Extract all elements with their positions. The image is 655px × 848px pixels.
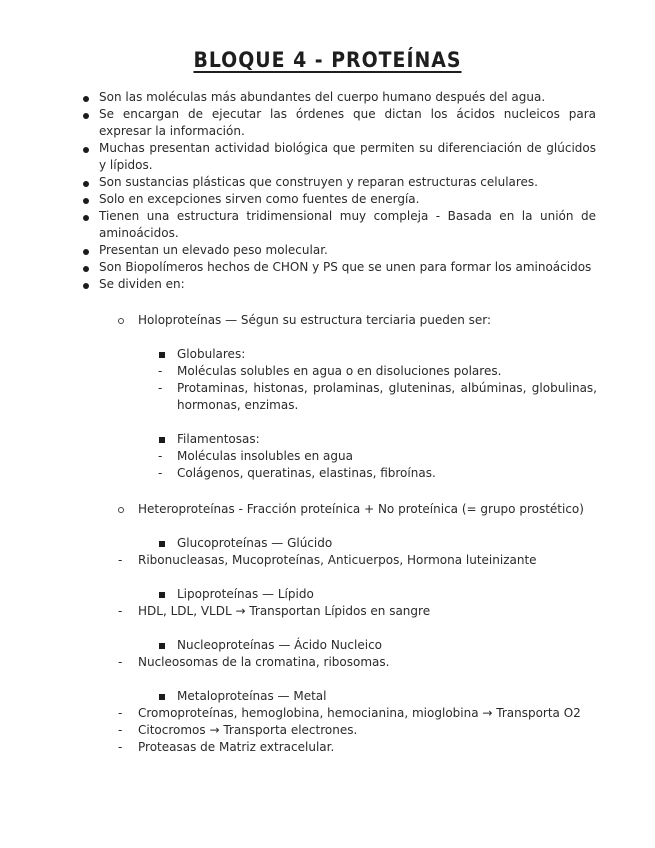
dash-marker: - <box>158 381 163 395</box>
dash-marker: - <box>118 706 123 720</box>
bullet-circle-icon <box>118 318 124 324</box>
list-item: Proteasas de Matriz extracelular. <box>138 740 335 754</box>
list-item: HDL, LDL, VLDL → Transportan Lípidos en sangre <box>138 604 431 618</box>
list-item: Solo en excepciones sirven como fuentes de energía. <box>99 192 420 206</box>
list-item: Se encargan de ejecutar las órdenes que dictan los ácidos nucleicos para expresar la información. <box>99 107 596 138</box>
list-item: Citocromos → Transporta electrones. <box>138 723 358 737</box>
bullet-square-icon <box>159 694 165 700</box>
list-item: Son sustancias plásticas que construyen y reparan estructuras celulares. <box>99 175 538 189</box>
list-item: Presentan un elevado peso molecular. <box>99 243 328 257</box>
bullet-disc-icon <box>83 283 89 289</box>
bullet-circle-icon <box>118 507 124 513</box>
list-item: Son Biopolímeros hechos de CHON y PS que se unen para formar los aminoácidos <box>99 260 592 274</box>
bullet-disc-icon <box>83 266 89 272</box>
dash-marker: - <box>158 449 163 463</box>
page-title: BLOQUE 4 - PROTEÍNAS <box>193 48 462 72</box>
bullet-disc-icon <box>83 147 89 153</box>
list-item: Moléculas solubles en agua o en disoluciones polares. <box>177 364 502 378</box>
group-label: Glucoproteínas — Glúcido <box>177 536 333 550</box>
dash-marker: - <box>118 655 123 669</box>
list-item: Tienen una estructura tridimensional muy compleja - Basada en la unión de aminoácidos. <box>99 209 596 240</box>
list-item: Protaminas, histonas, prolaminas, gluteninas, albúminas, globulinas, hormonas, enzimas. <box>177 381 597 412</box>
dash-marker: - <box>118 723 123 737</box>
list-item: Son las moléculas más abundantes del cuerpo humano después del agua. <box>99 90 546 104</box>
list-item: Muchas presentan actividad biológica que permiten su diferenciación de glúcidos y lípidos. <box>99 141 596 172</box>
heteroproteinas-label: Heteroproteínas - Fracción proteínica + No proteínica (= grupo prostético) <box>138 502 584 516</box>
list-item: Colágenos, queratinas, elastinas, fibroínas. <box>177 466 436 480</box>
bullet-square-icon <box>159 643 165 649</box>
bullet-square-icon <box>159 437 165 443</box>
bullet-disc-icon <box>83 113 89 119</box>
group-label: Nucleoproteínas — Ácido Nucleico <box>177 638 383 652</box>
list-item: Moléculas insolubles en agua <box>177 449 353 463</box>
list-item: Nucleosomas de la cromatina, ribosomas. <box>138 655 390 669</box>
bullet-square-icon <box>159 352 165 358</box>
list-item: Se dividen en: <box>99 277 185 291</box>
globulares-label: Globulares: <box>177 347 246 361</box>
bullet-square-icon <box>159 592 165 598</box>
bullet-disc-icon <box>83 96 89 102</box>
bullet-disc-icon <box>83 249 89 255</box>
bullet-disc-icon <box>83 215 89 221</box>
list-item: Cromoproteínas, hemoglobina, hemocianina, mioglobina → Transporta O2 <box>138 706 581 720</box>
group-label: Lipoproteínas — Lípido <box>177 587 314 601</box>
bullet-disc-icon <box>83 181 89 187</box>
dash-marker: - <box>158 364 163 378</box>
holoproteinas-label: Holoproteínas — Ségun su estructura terciaria pueden ser: <box>138 313 492 327</box>
filamentosas-label: Filamentosas: <box>177 432 260 446</box>
dash-marker: - <box>158 466 163 480</box>
group-label: Metaloproteínas — Metal <box>177 689 327 703</box>
dash-marker: - <box>118 740 123 754</box>
list-item: Ribonucleasas, Mucoproteínas, Anticuerpos, Hormona luteinizante <box>138 553 537 567</box>
bullet-square-icon <box>159 541 165 547</box>
dash-marker: - <box>118 604 123 618</box>
dash-marker: - <box>118 553 123 567</box>
bullet-disc-icon <box>83 198 89 204</box>
